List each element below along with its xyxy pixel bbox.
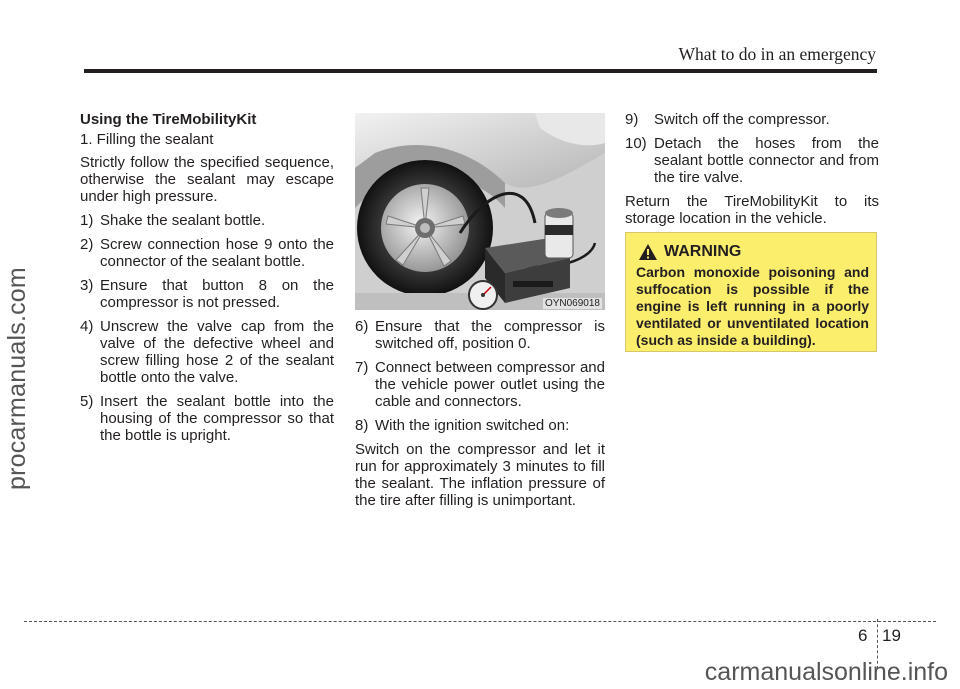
step-item xyxy=(625,111,879,128)
step-text: With the ignition switched on: xyxy=(375,417,570,434)
middle-column xyxy=(355,318,605,516)
step-text: Connect between compressor and the vehicle power outlet using the cable and connectors. xyxy=(375,359,605,410)
chapter-number: 6 xyxy=(858,626,868,645)
step-item xyxy=(625,135,879,186)
step-number: 3) xyxy=(80,277,94,294)
step-text: Switch off the compressor. xyxy=(654,111,830,128)
subheading: 1. Filling the sealant xyxy=(80,131,214,148)
step-item xyxy=(355,417,605,434)
figure-code: OYN069018 xyxy=(544,298,600,309)
step-text: Screw connection hose 9 onto the connector of the sealant bottle. xyxy=(100,236,334,270)
side-watermark: procarmanuals.com xyxy=(3,267,31,490)
step-number: 8) xyxy=(355,417,369,434)
step-number: 10) xyxy=(625,135,647,152)
step-item xyxy=(355,359,605,410)
step-item xyxy=(80,212,334,229)
bottom-watermark: carmanualsonline.info xyxy=(704,658,948,686)
step-text: Shake the sealant bottle. xyxy=(100,212,266,229)
page-number: 19 xyxy=(882,626,901,645)
step-number: 7) xyxy=(355,359,369,376)
step-text: Unscrew the valve cap from the valve of the defective wheel and screw filling hose 2 of the sealant bottle onto the valve. xyxy=(100,318,334,386)
step-item xyxy=(355,318,605,352)
header-rule xyxy=(84,69,877,73)
warning-header xyxy=(638,243,741,261)
right-column xyxy=(625,111,879,234)
photo-illustration xyxy=(355,113,605,310)
step-text: Ensure that the compressor is switched off, position 0. xyxy=(375,318,605,352)
section-title: What to do in an emergency xyxy=(678,44,876,64)
body-paragraph: Switch on the compressor and let it run for approximately 3 minutes to fill the sealant. The inflation pressure of the tire after filling is unimportant. xyxy=(355,441,605,509)
step-number: 5) xyxy=(80,393,94,410)
step-item xyxy=(80,318,334,386)
step-number: 1) xyxy=(80,212,94,229)
step-number: 6) xyxy=(355,318,369,335)
warning-title: WARNING xyxy=(664,243,742,260)
step-item xyxy=(80,277,334,311)
step-number: 2) xyxy=(80,236,94,253)
left-column xyxy=(80,111,334,451)
step-item xyxy=(80,393,334,444)
step-number: 4) xyxy=(80,318,94,335)
footer-rule xyxy=(24,621,936,622)
warning-triangle-icon xyxy=(638,243,658,261)
body-paragraph: Return the TireMobilityKit to its storage location in the vehicle. xyxy=(625,193,879,227)
warning-box xyxy=(625,232,877,352)
step-text: Detach the hoses from the sealant bottle connector and from the tire valve. xyxy=(654,135,879,186)
intro-paragraph: Strictly follow the specified sequence, otherwise the sealant may escape under high pressure. xyxy=(80,154,334,205)
step-number: 9) xyxy=(625,111,639,128)
step-text: Insert the sealant bottle into the housing of the compressor so that the bottle is upright. xyxy=(100,393,334,444)
step-text: Ensure that button 8 on the compressor is not pressed. xyxy=(100,277,334,311)
section-heading: Using the TireMobilityKit xyxy=(80,111,257,128)
warning-body: Carbon monoxide poisoning and suffocation is possible if the engine is left running in a poorly ventilated or unventilated location (such as inside a building). xyxy=(636,264,869,348)
pressure-gauge-icon xyxy=(469,281,497,309)
sealant-bottle-icon xyxy=(545,208,573,258)
step-item xyxy=(80,236,334,270)
tire-mobility-kit-photo xyxy=(355,113,605,310)
